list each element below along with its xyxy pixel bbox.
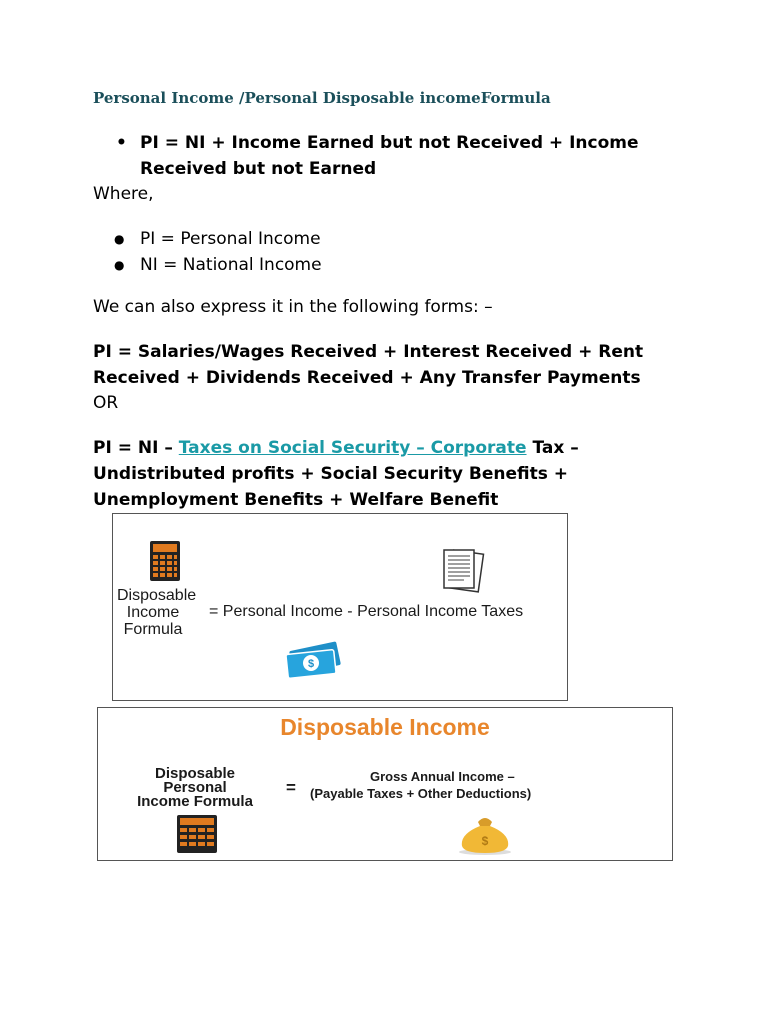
calculator-icon: [176, 814, 218, 854]
where-label: Where,: [93, 184, 154, 204]
payable-taxes-text: (Payable Taxes + Other Deductions): [310, 786, 532, 801]
label-line: Formula: [123, 621, 183, 638]
formula-taxes-prefix: PI = NI –: [93, 438, 179, 458]
formula-salaries: PI = Salaries/Wages Received + Interest Received + Rent Received + Dividends Received + Any Transfer Payments: [93, 342, 644, 388]
label-line: Income Formula: [137, 793, 253, 810]
svg-text:$: $: [481, 834, 489, 848]
or-label: OR: [93, 393, 119, 413]
disposable-income-image-1: [112, 513, 568, 701]
money-icon: [281, 636, 343, 680]
bullet-dot: •: [116, 133, 127, 153]
page-heading: Personal Income /Personal Disposable incomeFormula: [93, 89, 551, 107]
disposable-income-equation: = Personal Income - Personal Income Taxes: [209, 603, 524, 620]
definition-item: [114, 226, 321, 252]
formula-bullet-text: PI = NI + Income Earned but not Received + Income Received but not Earned: [140, 133, 639, 179]
disposable-income-image-2: [97, 707, 673, 861]
formula-taxes-suffix: Tax – Undistributed profits + Social Security Benefits + Unemployment Benefits + Welfare Benefit: [93, 438, 579, 510]
svg-text:$: $: [307, 658, 315, 670]
disposable-income-formula-label: [117, 587, 197, 638]
formula-taxes: [93, 435, 673, 513]
definition-item: [114, 252, 322, 278]
bullet-dot: ●: [114, 232, 125, 246]
label-line: Personal: [163, 779, 227, 796]
taxes-link[interactable]: Taxes on Social Security – Corporate: [178, 438, 527, 458]
label-line: Income: [126, 604, 180, 621]
definition-text: PI = Personal Income: [140, 229, 321, 249]
money-bag-icon: [454, 812, 516, 856]
formula-bullet: [116, 130, 676, 182]
disposable-income-title: Disposable Income: [280, 714, 490, 740]
label-line: Disposable: [117, 587, 197, 604]
express-sentence: We can also express it in the following forms: –: [93, 297, 493, 317]
document-icon: [439, 548, 487, 594]
definition-text: NI = National Income: [140, 255, 322, 275]
calculator-icon: [149, 540, 181, 582]
disposable-personal-income-label: [104, 767, 286, 809]
equals-sign: =: [286, 778, 296, 797]
bullet-dot: ●: [114, 258, 125, 272]
gross-annual-income-text: Gross Annual Income –: [370, 769, 515, 784]
label-line: Disposable: [154, 765, 236, 782]
